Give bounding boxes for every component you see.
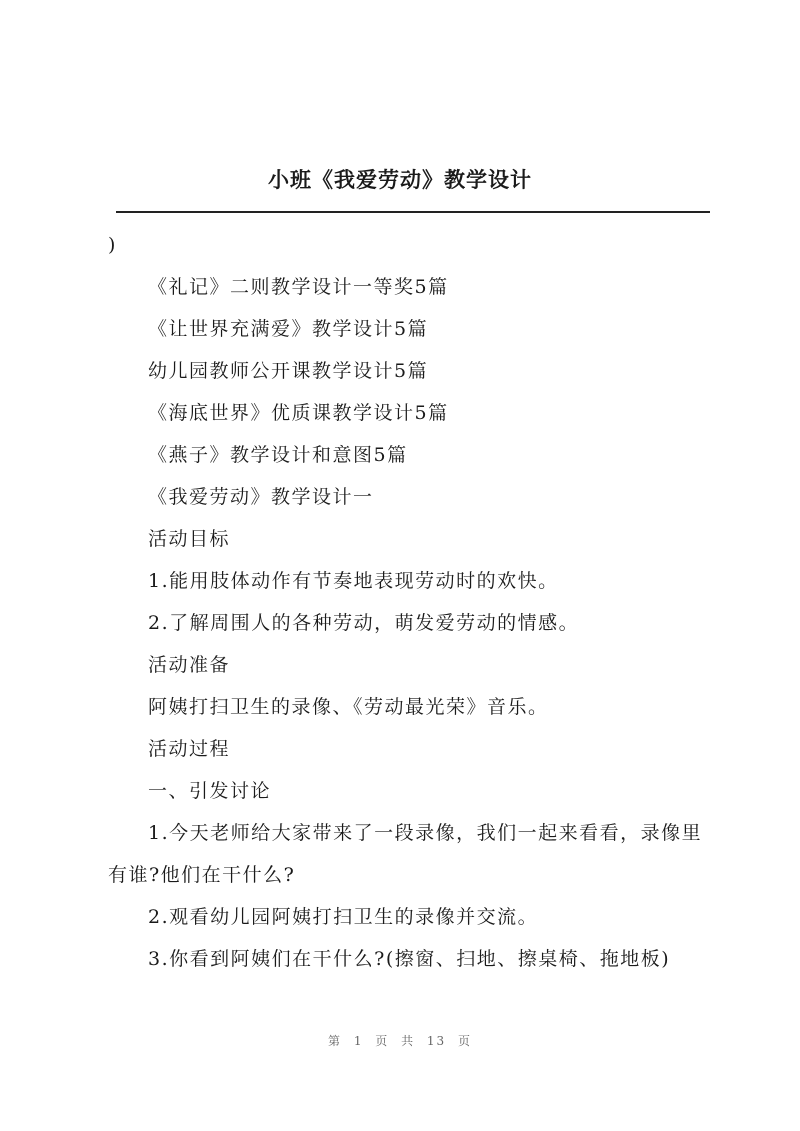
text-line: 《礼记》二则教学设计一等奖5篇: [148, 276, 449, 298]
page-footer: 第 1 页 共 13 页: [328, 1034, 472, 1048]
text-line: 1.能用肢体动作有节奏地表现劳动时的欢快。: [148, 570, 559, 592]
text-line: 3.你看到阿姨们在干什么?(擦窗、扫地、擦桌椅、拖地板): [148, 948, 671, 970]
section-heading: 活动过程: [148, 738, 231, 760]
section-heading: 活动准备: [148, 654, 231, 676]
text-line: 《海底世界》优质课教学设计5篇: [148, 402, 449, 424]
section-heading: 活动目标: [148, 528, 231, 550]
document-title: 小班《我爱劳动》教学设计: [268, 167, 532, 192]
wrapped-paragraph: 1.今天老师给大家带来了一段录像，我们一起来看看，录像里有谁?他们在干什么?: [108, 822, 703, 886]
text-line: 2.观看幼儿园阿姨打扫卫生的录像并交流。: [148, 906, 539, 928]
text-line: 《燕子》教学设计和意图5篇: [148, 444, 408, 466]
title-divider: [116, 211, 710, 213]
text-line: 《我爱劳动》教学设计一: [148, 486, 374, 508]
text-line: 《让世界充满爱》教学设计5篇: [148, 318, 429, 340]
text-line: 阿姨打扫卫生的录像、《劳动最光荣》音乐。: [148, 696, 549, 718]
text-line: 2.了解周围人的各种劳动，萌发爱劳动的情感。: [148, 612, 580, 634]
section-heading: 一、引发讨论: [148, 780, 272, 802]
lead-paren: ): [108, 234, 116, 256]
text-line: 幼儿园教师公开课教学设计5篇: [148, 360, 429, 382]
